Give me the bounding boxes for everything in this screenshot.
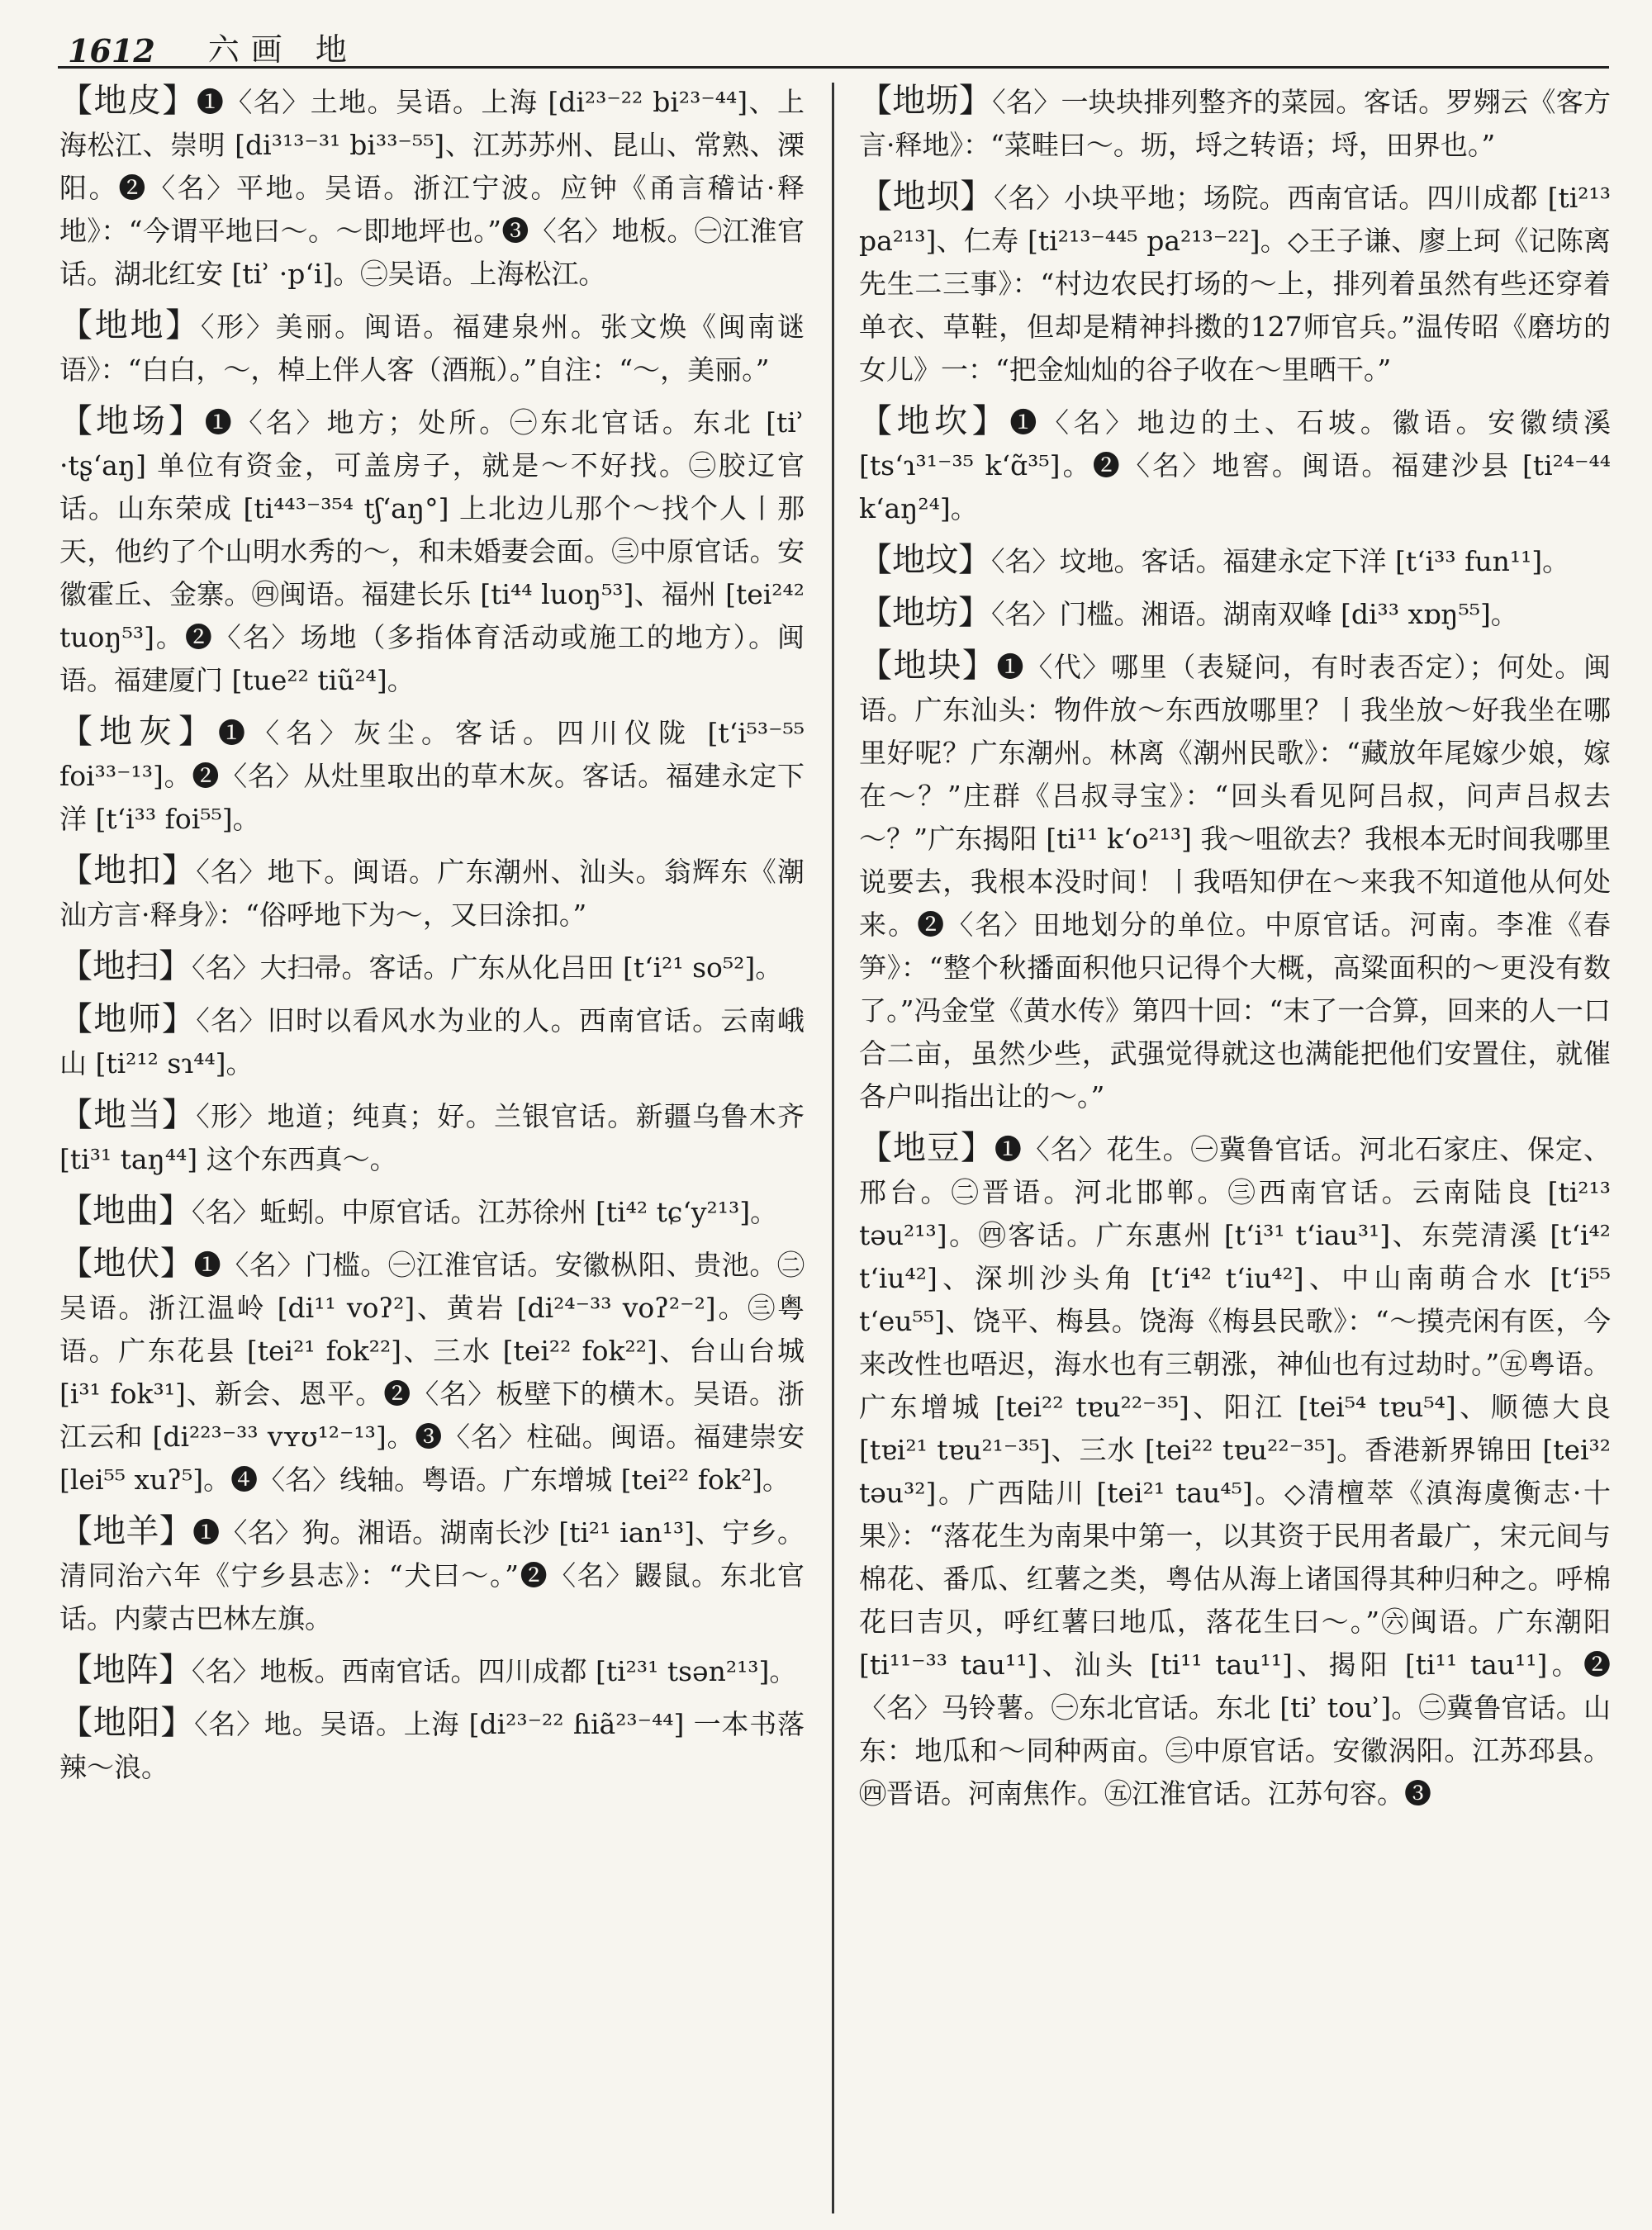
dictionary-entry [59,945,805,989]
dictionary-entry [59,1094,805,1181]
dictionary-entry [859,591,1611,636]
entry-definition: ❶〈名〉灰尘。客话。四川仪陇 [tʻi⁵³⁻⁵⁵ foi³³⁻¹³]。❷〈名〉从灶里取出的草木灰。客话。福建永定下洋 [tʻi³³ foi⁵⁵]。 [59,717,805,835]
left-column [59,79,805,1797]
entry-headword: 【地豆】 [859,1129,995,1167]
entry-definition: ❶〈名〉地边的土、石坡。徽语。安徽绩溪 [tsʻɿ³¹⁻³⁵ kʻɑ̃³⁵]。❷〈名〉地窖。闽语。福建沙县 [ti²⁴⁻⁴⁴ kʻaŋ²⁴]。 [859,406,1612,524]
entry-definition: ❶〈名〉狗。湘语。湖南长沙 [ti²¹ ian¹³]、宁乡。清同治六年《宁乡县志》：“犬曰～。”❷〈名〉鼹鼠。东北官话。内蒙古巴林左旗。 [59,1516,805,1635]
entry-headword: 【地皮】 [59,82,197,120]
entry-headword: 【地羊】 [59,1512,193,1550]
dictionary-entry [59,1701,805,1789]
entry-headword: 【地阵】 [59,1651,192,1689]
dictionary-entry [859,539,1611,583]
dictionary-entry [59,849,805,937]
entry-definition: 〈名〉小块平地；场院。西南官话。四川成都 [ti²¹³ pa²¹³]、仁寿 [ti²¹³⁻⁴⁴⁵ pa²¹³⁻²²]。◇王子谦、廖上珂《记陈离先生二三事》：“村边农民打场的～上，排列着虽然有些还穿着单衣、草鞋，但却是精神抖擞的127师官兵。”温传昭《磨坊的女儿》一：“把金灿灿的谷子收在～里晒干。” [859,182,1611,386]
entry-headword: 【地坜】 [859,82,993,120]
entry-definition: ❶〈代〉哪里（表疑问，有时表否定）；何处。闽语。广东汕头：物件放～东西放哪里？丨我坐放～好我坐在哪里好呢？广东潮州。林离《潮州民歌》：“藏放年尾嫁少娘，嫁在～？”庄群《吕叔寻宝》：“回头看见阿吕叔，问声吕叔去～？”广东揭阳 [ti¹¹ kʻo²¹³] 我～咀欲去？我根本无时间我哪里说要去，我根本没时间！丨我唔知伊在～来我不知道他从何处来。❷〈名〉田地划分的单位。中原官话。河南。李准《春笋》：“整个秋播面积他只记得个大概，高粱面积的～更没有数了。”冯金堂《黄水传》第四十回：“末了一合算，回来的人一口合二亩，虽然少些，武强觉得就这也满能把他们安置住，就催各户叫指出让的～。” [859,651,1612,1113]
entry-definition: 〈形〉美丽。闽语。福建泉州。张文焕《闽南谜语》：“白白，～，棹上伴人客（酒瓶）。”自注：“～，美丽。” [59,311,805,386]
dictionary-entry [859,400,1611,530]
entry-headword: 【地师】 [59,1000,197,1038]
dictionary-entry [859,79,1611,167]
entry-definition: ❶〈名〉花生。㊀冀鲁官话。河北石家庄、保定、邢台。㊁晋语。河北邯郸。㊂西南官话。云南陆良 [ti²¹³ təu²¹³]。㊃客话。广东惠州 [tʻi³¹ tʻiau³¹]、东莞清溪 [tʻi⁴² tʻiu⁴²]、深圳沙头角 [tʻi⁴² tʻiu⁴²]、中山南萌合水 [tʻi⁵⁵ tʻeu⁵⁵]、饶平、梅县。饶海《梅县民歌》：“～摸壳闲有医，今来改性也唔迟，海水也有三朝涨，神仙也有过劫时。”㊄粤语。广东增城 [tei²² tɐu²²⁻³⁵]、阳江 [tei⁵⁴ tɐu⁵⁴]、顺德大良 [tɐi²¹ tɐu²¹⁻³⁵]、三水 [tei²² tɐu²²⁻³⁵]。香港新界锦田 [tei³² təu³²]。广西陆川 [tei²¹ tau⁴⁵]。◇清檀萃《滇海虞衡志·十果》：“落花生为南果中第一，以其资于民用者最广，宋元间与棉花、番瓜、红薯之类，粤估从海上诸国得其种归种之。呼棉花曰吉贝，呼红薯曰地瓜，落花生曰～。”㊅闽语。广东潮阳 [ti¹¹⁻³³ tau¹¹]、汕头 [ti¹¹ tau¹¹]、揭阳 [ti¹¹ tau¹¹]。❷〈名〉马铃薯。㊀东北官话。东北 [tiʾ touʾ]。㊁冀鲁官话。山东：地瓜和～同种两亩。㊂中原官话。安徽涡阳。江苏邳县。㊃晋语。河南焦作。㊄江淮官话。江苏句容。❸ [859,1133,1612,1810]
entry-headword: 【地扣】 [59,852,197,890]
dictionary-entry [59,710,805,841]
page-header [68,20,1604,69]
dictionary-entry [59,1510,805,1640]
dictionary-entry [59,304,805,391]
entry-headword: 【地灰】 [59,713,218,751]
dictionary-entry [59,79,805,296]
entry-definition: 〈形〉地道；纯真；好。兰银官话。新疆乌鲁木齐 [ti³¹ taŋ⁴⁴] 这个东西真～。 [59,1100,805,1175]
column-divider [832,83,834,2213]
entry-definition: ❶〈名〉地方；处所。㊀东北官话。东北 [tiʾ ·tʂʻaŋ] 单位有资金，可盖房子，就是～不好找。㊁胶辽官话。山东荣成 [ti⁴⁴³⁻³⁵⁴ tʃʻaŋ°] 上北边儿那个～找个人丨那天，他约了个山明水秀的～，和未婚妻会面。㊂中原官话。安徽霍丘、金寨。㊃闽语。福建长乐 [ti⁴⁴ luoŋ⁵³]、福州 [tei²⁴² tuoŋ⁵³]。❷〈名〉场地（多指体育活动或施工的地方）。闽语。福建厦门 [tue²² tiũ²⁴]。 [59,406,805,696]
dictionary-entry [59,1242,805,1502]
entry-definition: 〈名〉地。吴语。上海 [di²³⁻²² ɦiã²³⁻⁴⁴] 一本书落辣～浪。 [59,1708,805,1783]
entry-definition: ❶〈名〉门槛。㊀江淮官话。安徽枞阳、贵池。㊁吴语。浙江温岭 [di¹¹ voʔ²]、黄岩 [di²⁴⁻³³ voʔ²⁻²]。㊂粤语。广东花县 [tei²¹ fok²²]、三水 [tei²² fok²²]、台山台城 [i³¹ fok³¹]、新会、恩平。❷〈名〉板壁下的横木。吴语。浙江云和 [di²²³⁻³³ vʏʊ¹²⁻¹³]。❸〈名〉柱础。闽语。福建崇安 [lei⁵⁵ xuʔ⁵]。❹〈名〉线轴。粤语。广东增城 [tei²² fok²]。 [59,1249,805,1496]
entry-headword: 【地坝】 [859,178,995,216]
page-heading: 六画 地 [207,31,358,68]
entry-headword: 【地坎】 [859,402,1010,440]
entry-headword: 【地扫】 [59,947,192,985]
entry-headword: 【地块】 [859,647,997,685]
dictionary-entry [859,644,1611,1118]
entry-headword: 【地伏】 [59,1245,194,1283]
entry-headword: 【地场】 [59,402,205,440]
entry-headword: 【地阳】 [59,1704,195,1742]
dictionary-entry [859,175,1611,391]
dictionary-entry [59,400,805,702]
dictionary-entry [59,1189,805,1234]
entry-headword: 【地当】 [59,1096,197,1134]
header-rule [58,66,1609,69]
page-number: 1612 [68,32,155,69]
entry-definition: 〈名〉门槛。湘语。湖南双峰 [di³³ xɒŋ⁵⁵]。 [991,598,1518,630]
dictionary-entry [59,998,805,1085]
dictionary-entry [59,1649,805,1693]
right-column [859,79,1611,1824]
entry-headword: 【地坟】 [859,541,991,579]
entry-definition: 〈名〉蚯蚓。中原官话。江苏徐州 [ti⁴² tɕʻy²¹³]。 [192,1196,778,1228]
entry-definition: 〈名〉地板。西南官话。四川成都 [ti²³¹ tsən²¹³]。 [192,1655,797,1687]
entry-headword: 【地坊】 [859,594,991,632]
dictionary-entry [859,1127,1611,1815]
entry-definition: ❶〈名〉土地。吴语。上海 [di²³⁻²² bi²³⁻⁴⁴]、上海松江、崇明 [di³¹³⁻³¹ bi³³⁻⁵⁵]、江苏苏州、昆山、常熟、溧阳。❷〈名〉平地。吴语。浙江宁波。应钟《甬言稽诂·释地》：“今谓平地曰～。～即地坪也。”❸〈名〉地板。㊀江淮官话。湖北红安 [tiʾ ·pʻi]。㊁吴语。上海松江。 [59,86,805,290]
entry-definition: 〈名〉地下。闽语。广东潮州、汕头。翁辉东《潮汕方言·释身》：“俗呼地下为～，又曰涂扣。” [59,856,805,931]
entry-headword: 【地曲】 [59,1192,192,1230]
entry-definition: 〈名〉一块块排列整齐的菜园。客话。罗翙云《客方言·释地》：“菜畦曰～。坜，埒之转语；埒，田界也。” [859,86,1612,161]
entry-definition: 〈名〉旧时以看风水为业的人。西南官话。云南峨山 [ti²¹² sɿ⁴⁴]。 [59,1004,805,1079]
entry-headword: 【地地】 [59,306,201,344]
entry-definition: 〈名〉大扫帚。客话。广东从化吕田 [tʻi²¹ so⁵²]。 [192,951,783,984]
entry-definition: 〈名〉坟地。客话。福建永定下洋 [tʻi³³ fun¹¹]。 [991,545,1570,577]
